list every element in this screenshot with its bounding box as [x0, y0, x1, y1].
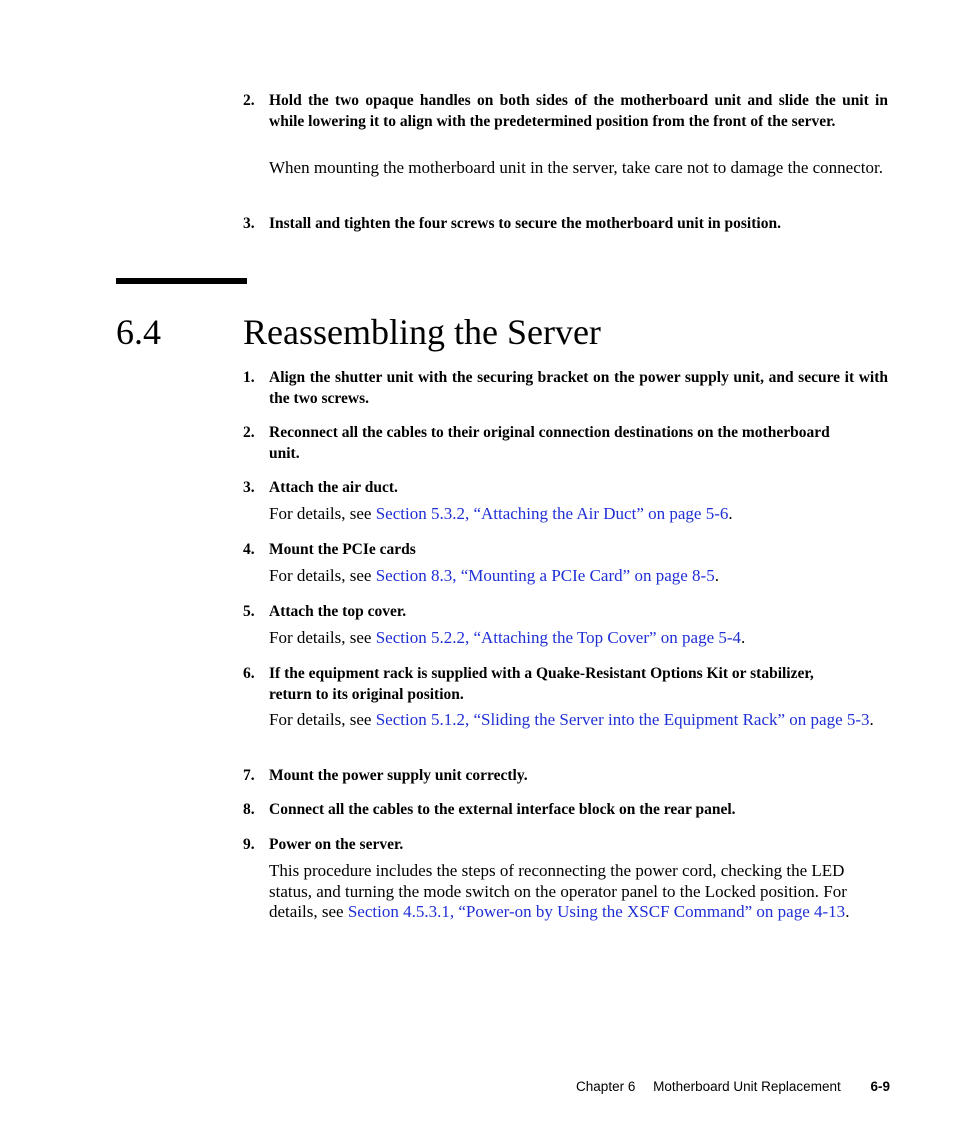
- detail-text: .: [728, 504, 733, 523]
- step-2: [243, 422, 843, 464]
- step-9: [243, 834, 888, 855]
- footer-chapter-title: Motherboard Unit Replacement: [653, 1079, 841, 1094]
- step-1: [243, 367, 888, 409]
- step-text: Reconnect all the cables to their original connection destinations on the motherboard unit.: [269, 424, 830, 462]
- section-title: Reassembling the Server: [243, 312, 601, 352]
- step-5: [243, 601, 888, 622]
- step-number: 5.: [243, 603, 255, 620]
- prev-step-3: [243, 213, 888, 234]
- step-number: 7.: [243, 767, 255, 784]
- prev-step-2: [243, 90, 888, 132]
- step-text: Attach the top cover.: [269, 603, 407, 620]
- step-4-detail: [269, 566, 888, 587]
- step-text: If the equipment rack is supplied with a Quake-Resistant Options Kit or stabilizer, return to its original position.: [269, 665, 814, 703]
- step-number: 2.: [243, 92, 255, 109]
- step-number: 4.: [243, 541, 255, 558]
- detail-text: For details, see: [269, 504, 376, 523]
- page-footer: [576, 1078, 890, 1096]
- detail-text: For details, see: [269, 710, 376, 729]
- step-number: 2.: [243, 424, 255, 441]
- xref-link[interactable]: Section 8.3, “Mounting a PCIe Card” on page 8-5: [375, 566, 715, 585]
- step-4: [243, 539, 888, 560]
- step-text: Hold the two opaque handles on both sides of the motherboard unit and slide the unit in while lowering it to align with the predetermined position from the front of the server.: [269, 92, 888, 130]
- step-text: Power on the server.: [269, 836, 404, 853]
- footer-page-number: 6-9: [870, 1079, 890, 1094]
- section-rule: [116, 278, 247, 284]
- xref-link[interactable]: Section 5.3.2, “Attaching the Air Duct” on page 5-6: [375, 504, 729, 523]
- detail-text: This procedure includes the steps of reconnecting the power cord, checking the LED status, and turning the mode switch on the operator panel to the Locked position. For details, see: [269, 861, 847, 921]
- step-number: 9.: [243, 836, 255, 853]
- section-number: 6.4: [116, 312, 161, 352]
- step-number: 6.: [243, 665, 255, 682]
- step-8: [243, 799, 888, 820]
- step-number: 8.: [243, 801, 255, 818]
- step-5-detail: [269, 628, 888, 649]
- step-number: 1.: [243, 369, 255, 386]
- step-6-detail: [269, 710, 874, 731]
- prev-step-2-detail: When mounting the motherboard unit in the server, take care not to damage the connector.: [269, 158, 883, 177]
- detail-text: .: [714, 566, 719, 585]
- step-text: Connect all the cables to the external interface block on the rear panel.: [269, 801, 736, 818]
- step-3-detail: [269, 504, 888, 525]
- step-6: [243, 663, 853, 705]
- detail-text: For details, see: [269, 628, 376, 647]
- xref-link[interactable]: Section 5.1.2, “Sliding the Server into the Equipment Rack” on page 5-3: [375, 710, 870, 729]
- detail-text: .: [741, 628, 746, 647]
- detail-text: For details, see: [269, 566, 376, 585]
- step-7: [243, 765, 888, 786]
- step-text: Attach the air duct.: [269, 479, 398, 496]
- detail-text: .: [845, 902, 850, 921]
- step-number: 3.: [243, 215, 255, 232]
- step-text: Mount the PCIe cards: [269, 541, 416, 558]
- step-text: Align the shutter unit with the securing bracket on the power supply unit, and secure it with the two screws.: [269, 369, 888, 407]
- step-9-detail: [269, 861, 881, 923]
- xref-link[interactable]: Section 5.2.2, “Attaching the Top Cover” on page 5-4: [375, 628, 742, 647]
- step-text: Install and tighten the four screws to secure the motherboard unit in position.: [269, 215, 781, 232]
- footer-chapter: Chapter 6: [576, 1079, 636, 1094]
- xref-link[interactable]: Section 4.5.3.1, “Power-on by Using the XSCF Command” on page 4-13: [347, 902, 846, 921]
- detail-text: .: [869, 710, 874, 729]
- step-text: Mount the power supply unit correctly.: [269, 767, 528, 784]
- step-3: [243, 477, 888, 498]
- step-number: 3.: [243, 479, 255, 496]
